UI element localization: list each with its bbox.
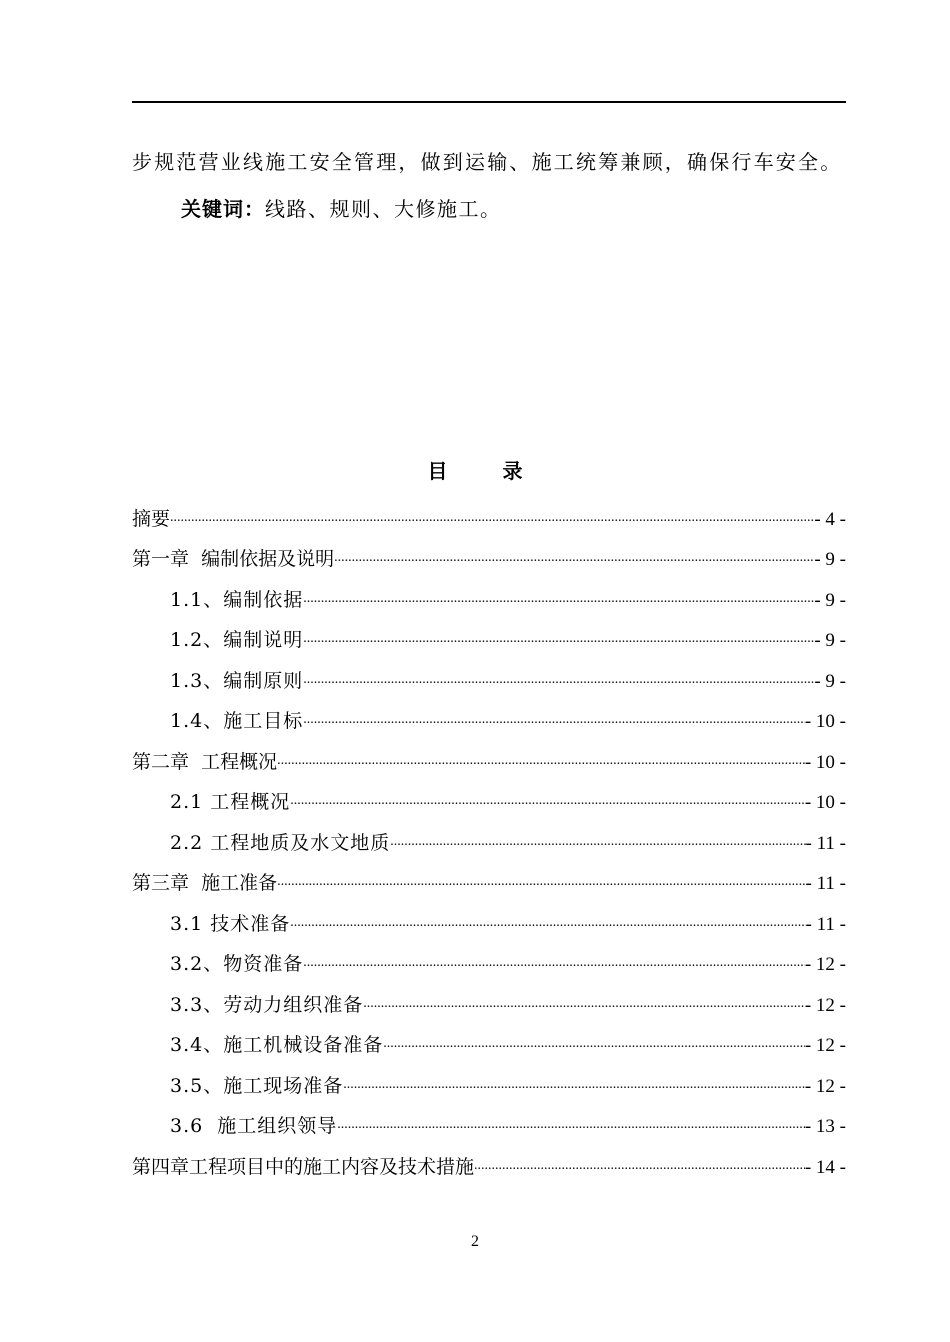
toc-entry[interactable]: [132, 531, 846, 572]
toc-entry[interactable]: [132, 936, 846, 977]
toc-title: 目 录: [427, 459, 547, 483]
toc-entry-page: - 14 -: [804, 1156, 846, 1178]
toc-entry[interactable]: [132, 814, 846, 855]
header-rule: [132, 101, 846, 103]
toc-entry[interactable]: [132, 774, 846, 815]
toc-entry-page: - 9 -: [814, 670, 846, 692]
toc-entry-label[interactable]: 第三章 施工准备: [132, 872, 278, 894]
toc-entry[interactable]: [132, 1098, 846, 1139]
toc-dot-leader: [277, 754, 805, 774]
toc-entry[interactable]: [132, 1017, 846, 1058]
toc-dot-leader: [383, 1037, 805, 1057]
toc-entry[interactable]: [132, 895, 846, 936]
keywords-label: 关键词：: [181, 197, 265, 221]
toc-entry-page: - 9 -: [814, 589, 846, 611]
toc-entry[interactable]: [132, 976, 846, 1017]
abstract-paragraph-end: 步规范营业线施工安全管理，做到运输、施工统筹兼顾，确保行车安全。: [132, 150, 843, 174]
toc-dot-leader: [290, 916, 805, 936]
toc-dot-leader: [277, 875, 805, 895]
toc-entry-label[interactable]: 2.1 工程概况: [170, 791, 291, 813]
toc-dot-leader: [343, 1078, 805, 1098]
toc-entry-label[interactable]: 1.1、编制依据: [170, 588, 304, 611]
toc-entry-page: - 10 -: [804, 751, 846, 773]
toc-dot-leader: [363, 997, 805, 1017]
toc-dot-leader: [303, 713, 805, 733]
toc-entry-page: - 12 -: [804, 1075, 846, 1097]
toc-entry-label[interactable]: 1.4、施工目标: [170, 710, 304, 732]
toc-entry-page: - 9 -: [814, 549, 846, 570]
toc-entry-label[interactable]: 1.2、编制说明: [170, 629, 304, 651]
toc-entry[interactable]: [132, 571, 846, 612]
toc-entry-label[interactable]: 3.5、施工现场准备: [170, 1074, 344, 1097]
toc-entry-page: - 11 -: [805, 832, 846, 854]
toc-entry-label[interactable]: 第一章 编制依据及说明: [132, 548, 335, 570]
table-of-contents: [132, 490, 846, 1179]
toc-entry-label[interactable]: 1.3、编制原则: [170, 669, 304, 692]
toc-dot-leader: [390, 835, 805, 855]
toc-entry-page: - 10 -: [804, 711, 846, 732]
toc-entry[interactable]: [132, 652, 846, 693]
toc-dot-leader: [334, 551, 814, 571]
toc-dot-leader: [303, 592, 814, 612]
keywords-line: [181, 193, 502, 222]
toc-entry-page: - 10 -: [804, 792, 846, 813]
toc-entry-page: - 11 -: [805, 913, 846, 935]
toc-entry-label[interactable]: 3.4、施工机械设备准备: [170, 1034, 384, 1056]
toc-entry-label[interactable]: 第二章 工程概况: [132, 750, 278, 773]
toc-entry-page: - 9 -: [814, 630, 846, 651]
keywords-text: 线路、规则、大修施工。: [265, 197, 502, 221]
toc-dot-leader: [337, 1118, 805, 1138]
toc-entry[interactable]: [132, 855, 846, 896]
toc-entry[interactable]: [132, 1138, 846, 1179]
toc-entry-label[interactable]: 3.2、物资准备: [170, 953, 304, 975]
toc-entry[interactable]: [132, 733, 846, 774]
toc-entry-page: - 12 -: [804, 1035, 846, 1056]
toc-entry-label[interactable]: 3.6 施工组织领导: [170, 1115, 338, 1137]
toc-dot-leader: [290, 794, 805, 814]
toc-dot-leader: [303, 632, 814, 652]
toc-entry[interactable]: [132, 1057, 846, 1098]
toc-entry-label[interactable]: 2.2 工程地质及水文地质: [170, 831, 391, 854]
toc-entry-page: - 12 -: [804, 954, 846, 975]
toc-entry-page: - 12 -: [804, 994, 846, 1016]
toc-dot-leader: [170, 511, 814, 531]
toc-entry[interactable]: [132, 612, 846, 653]
toc-entry[interactable]: [132, 490, 846, 531]
toc-entry-page: - 13 -: [804, 1116, 846, 1137]
toc-entry-page: - 11 -: [805, 873, 846, 894]
toc-entry-label[interactable]: 第四章工程项目中的施工内容及技术措施: [132, 1155, 475, 1178]
toc-entry-label[interactable]: 摘要: [132, 507, 171, 530]
toc-entry[interactable]: [132, 693, 846, 734]
toc-dot-leader: [474, 1159, 805, 1179]
page-number: 2: [471, 1233, 479, 1250]
toc-entry-label[interactable]: 3.1 技术准备: [170, 912, 291, 935]
toc-entry-label[interactable]: 3.3、劳动力组织准备: [170, 993, 364, 1016]
toc-dot-leader: [303, 956, 805, 976]
toc-entry-page: - 4 -: [814, 508, 846, 530]
toc-dot-leader: [303, 673, 814, 693]
